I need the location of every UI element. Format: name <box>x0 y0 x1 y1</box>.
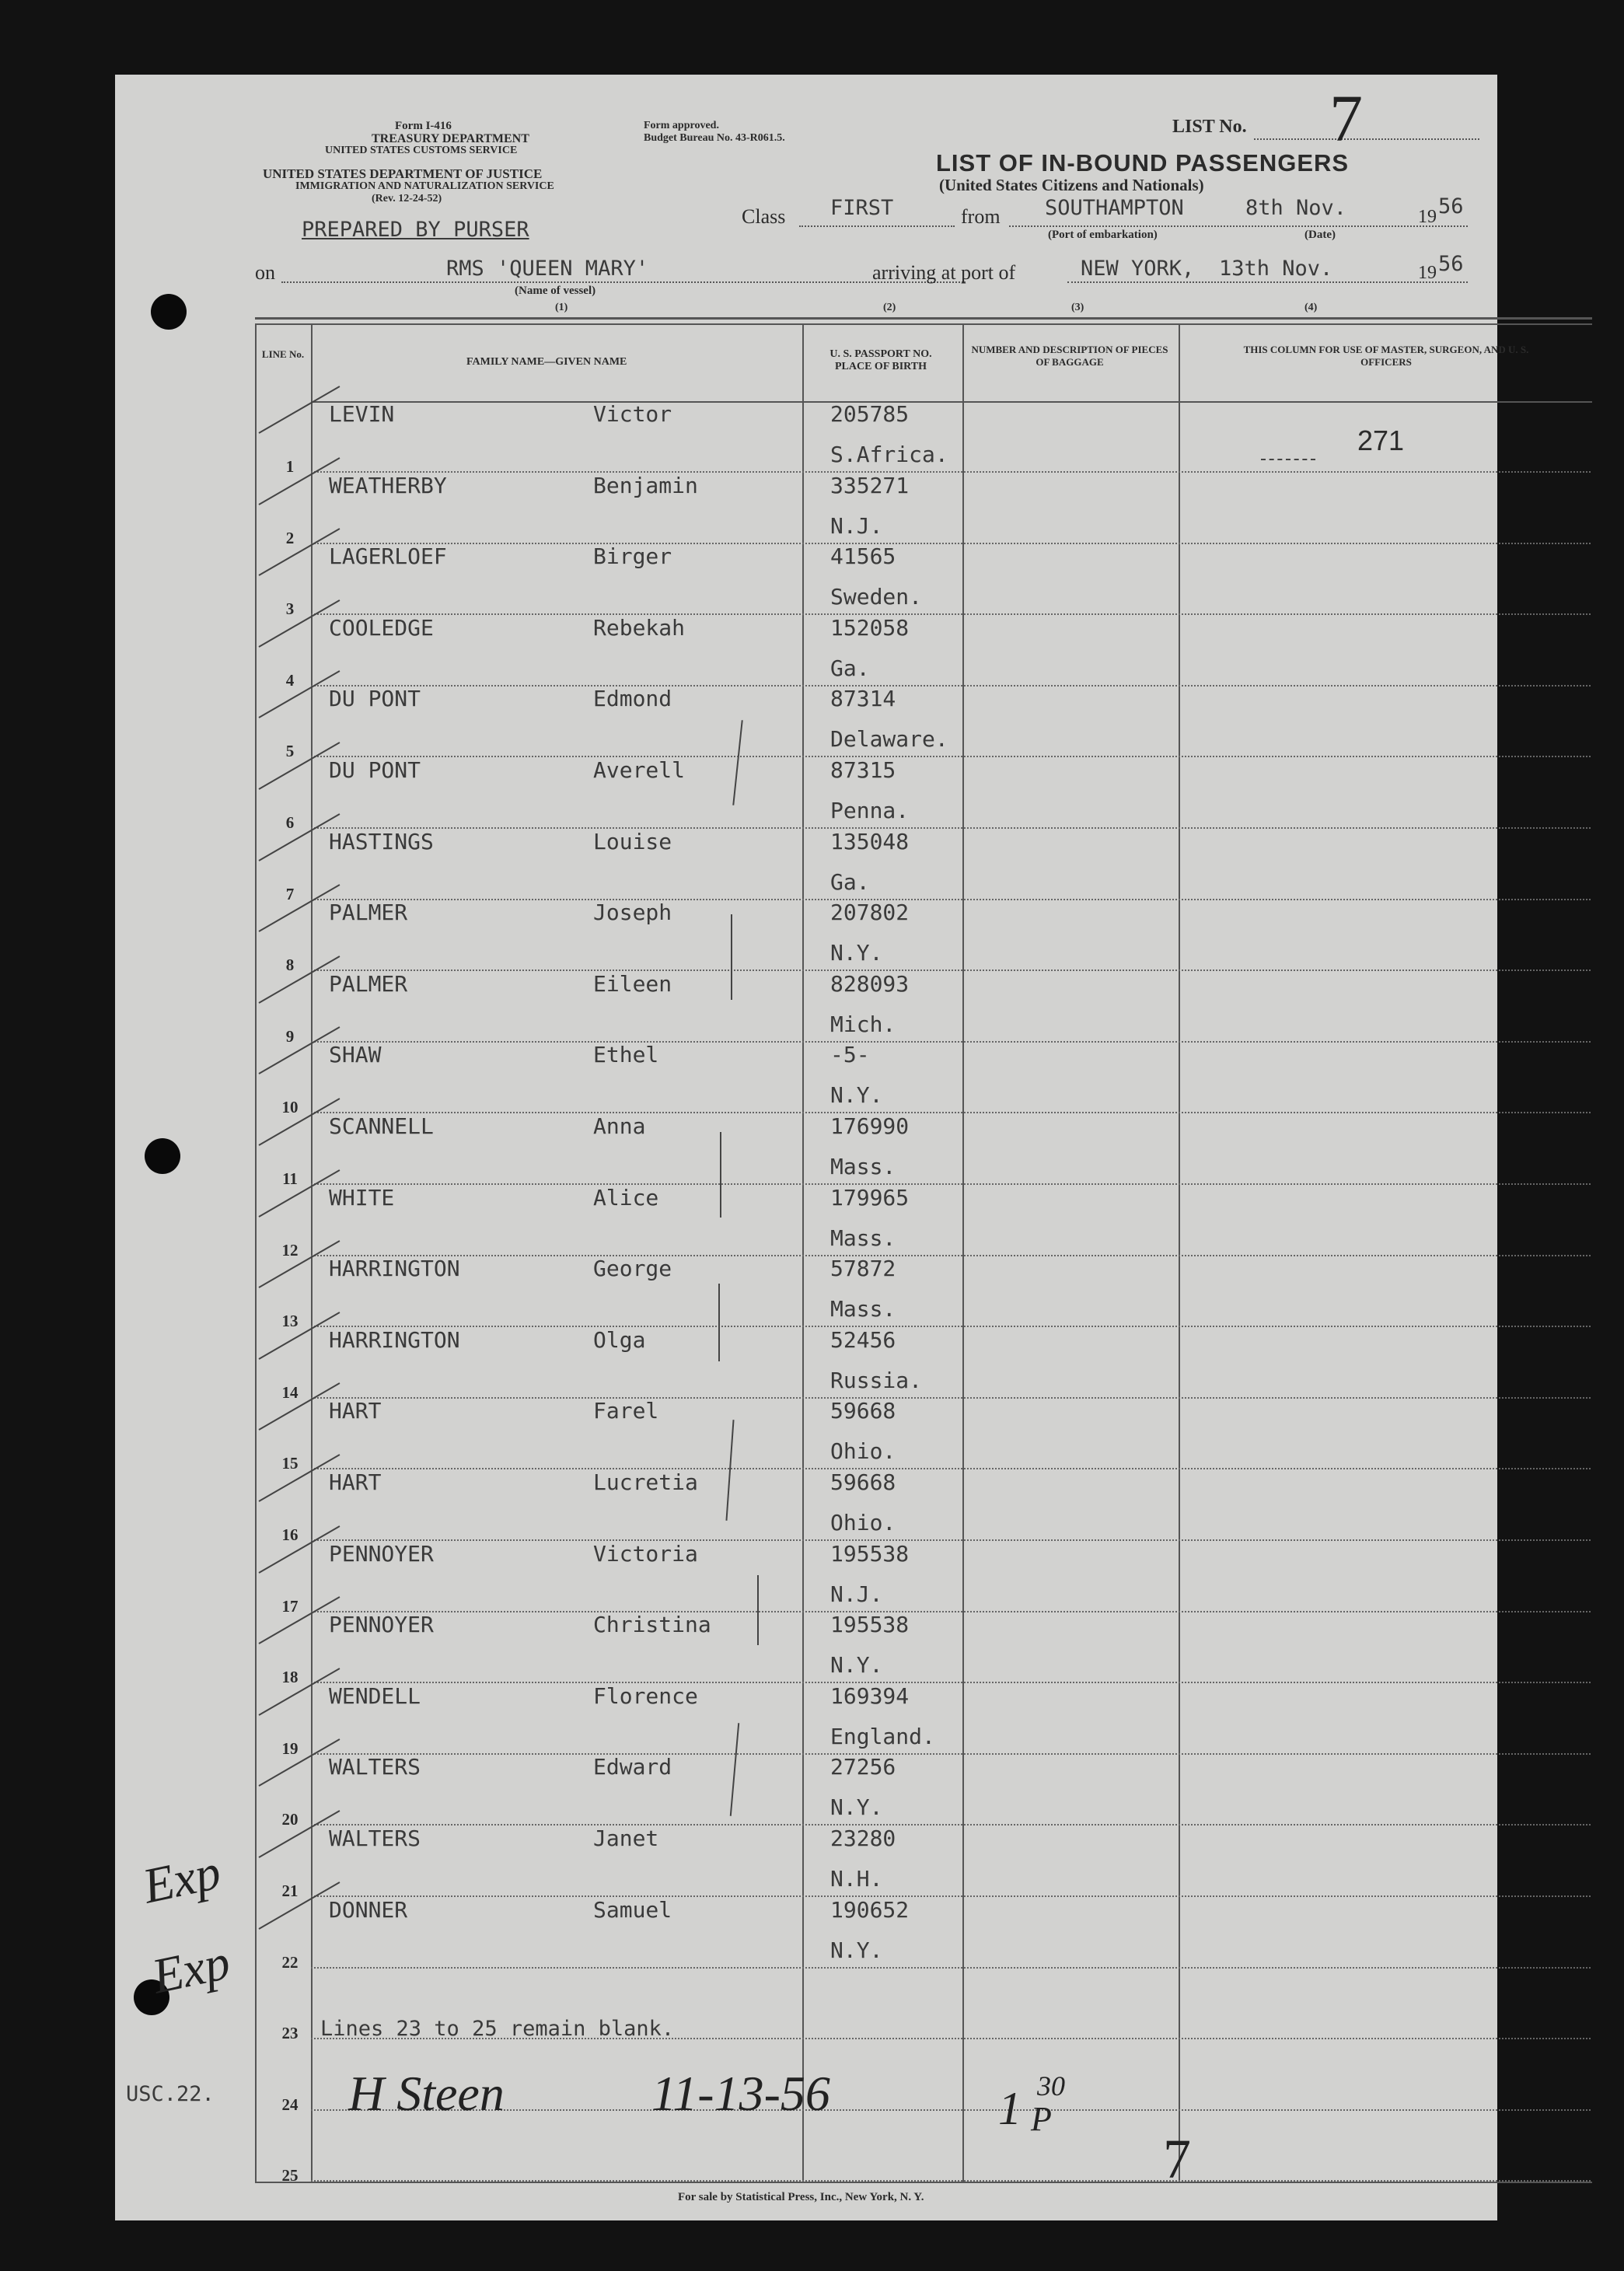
vessel-name: RMS 'QUEEN MARY' <box>446 257 649 281</box>
line-number: 9 <box>285 1026 295 1046</box>
table-row <box>115 1256 1497 1331</box>
passenger-table-body <box>115 401 1497 2185</box>
ins-service: IMMIGRATION AND NATURALIZATION SERVICE <box>295 180 554 192</box>
line-number: 11 <box>282 1169 298 1188</box>
given-name: Janet <box>593 1826 659 1851</box>
table-row <box>115 401 1497 476</box>
table-row <box>115 1326 1497 1402</box>
line-number: 20 <box>281 1810 299 1829</box>
place-of-birth: Ga. <box>830 868 870 895</box>
caption-3: (3) <box>1071 302 1084 313</box>
place-of-birth: Mass. <box>830 1296 896 1322</box>
line-number: 15 <box>281 1454 299 1473</box>
list-no-label: LIST No. <box>1172 117 1247 137</box>
passport-number: 195538 <box>830 1540 910 1567</box>
table-row <box>115 614 1497 690</box>
table-row <box>115 970 1497 1046</box>
col-name: FAMILY NAME—GIVEN NAME <box>466 356 627 368</box>
table-row <box>115 1826 1497 1900</box>
place-of-birth: N.Y. <box>830 1082 883 1109</box>
table-row <box>115 900 1497 975</box>
col-line-no: LINE No. <box>261 348 305 360</box>
embark-port: SOUTHAMPTON <box>1045 196 1184 220</box>
arrival-port: NEW YORK, <box>1081 257 1195 281</box>
passport-number: 152058 <box>830 614 910 641</box>
line-number: 16 <box>281 1525 299 1544</box>
given-name: Farel <box>593 1398 659 1424</box>
line-number: 18 <box>281 1668 299 1687</box>
passport-number: 828093 <box>830 970 910 997</box>
line-number: 4 <box>285 670 295 690</box>
passport-number: 27256 <box>830 1754 896 1780</box>
given-name: Birger <box>593 543 672 570</box>
customs-service: UNITED STATES CUSTOMS SERVICE <box>325 145 518 156</box>
family-name: LAGERLOEF <box>329 543 447 570</box>
year-prefix-1: 19 <box>1418 207 1437 227</box>
margin-exp-2: Exp <box>147 1934 235 2004</box>
family-name: PENNOYER <box>329 1612 434 1638</box>
family-name: PALMER <box>329 970 408 997</box>
class-label: Class <box>742 205 786 228</box>
on-label: on <box>255 261 275 284</box>
family-name: HART <box>329 1398 382 1424</box>
given-name: Lucretia <box>593 1469 698 1495</box>
family-name: LEVIN <box>329 401 395 427</box>
passport-number: 205785 <box>830 401 910 427</box>
arrival-date: 13th Nov. <box>1219 257 1333 281</box>
given-name: George <box>593 1256 672 1282</box>
line-number: 12 <box>281 1240 299 1260</box>
family-name: WEATHERBY <box>329 472 447 498</box>
given-name: Louise <box>593 828 672 854</box>
passport-number: 135048 <box>830 828 910 854</box>
line-number: 19 <box>281 1738 299 1758</box>
punch-hole-top <box>151 294 187 330</box>
table-row <box>115 1469 1497 1544</box>
family-name: WALTERS <box>329 1826 421 1851</box>
passport-number: 57872 <box>830 1256 896 1282</box>
family-name: COOLEDGE <box>329 614 434 641</box>
table-row <box>115 1612 1497 1687</box>
line-number: 23 <box>281 2024 299 2043</box>
given-name: Edmond <box>593 686 672 712</box>
col-passport: U. S. PASSPORT NO. PLACE OF BIRTH <box>829 348 932 372</box>
table-row <box>115 1540 1497 1616</box>
passport-number: 87315 <box>830 757 896 783</box>
vessel-caption: (Name of vessel) <box>515 285 596 297</box>
given-name: Joseph <box>593 900 672 926</box>
revision-date: (Rev. 12-24-52) <box>372 193 442 204</box>
margin-exp-1: Exp <box>138 1843 225 1914</box>
given-name: Florence <box>593 1682 698 1709</box>
printer-line: For sale by Statistical Press, Inc., New York, N. Y. <box>678 2191 924 2203</box>
bottom-mark: 7 <box>1163 2128 1191 2190</box>
manifest-subtitle: (United States Citizens and Nationals) <box>939 176 1204 194</box>
family-name: HARRINGTON <box>329 1326 460 1353</box>
table-row <box>115 543 1497 619</box>
table-row <box>115 1398 1497 1473</box>
place-of-birth: Penna. <box>830 798 910 823</box>
family-name: DU PONT <box>329 686 421 712</box>
signature: H Steen <box>348 2066 505 2121</box>
table-row <box>115 472 1497 547</box>
family-name: HARRINGTON <box>329 1256 460 1282</box>
budget-bureau: Budget Bureau No. 43-R061.5. <box>644 132 785 144</box>
line-number: 7 <box>285 884 295 903</box>
list-no-value: 7 <box>1329 81 1363 155</box>
line-number: 14 <box>281 1382 299 1402</box>
given-name: Anna <box>593 1113 646 1139</box>
family-name: HASTINGS <box>329 828 434 854</box>
place-of-birth: Ga. <box>830 655 870 681</box>
place-of-birth: N.Y. <box>830 1652 883 1679</box>
line-number: 3 <box>285 599 295 619</box>
embark-year: 56 <box>1438 194 1464 218</box>
place-of-birth: N.H. <box>830 1866 883 1892</box>
caption-1: (1) <box>555 302 568 313</box>
family-name: HART <box>329 1469 382 1495</box>
given-name: Olga <box>593 1326 646 1353</box>
passport-number: 190652 <box>830 1896 910 1923</box>
place-of-birth: Ohio. <box>830 1510 896 1536</box>
prepared-by: PREPARED BY PURSER <box>302 218 529 242</box>
given-name: Rebekah <box>593 614 686 641</box>
line-number: 17 <box>281 1596 299 1616</box>
given-name: Ethel <box>593 1042 659 1068</box>
given-name: Benjamin <box>593 472 698 498</box>
family-name: WALTERS <box>329 1754 421 1780</box>
given-name: Christina <box>593 1612 711 1638</box>
row-separator <box>311 2180 1591 2182</box>
passport-number: 59668 <box>830 1469 896 1495</box>
place-of-birth: Sweden. <box>830 584 923 610</box>
signature-date: 11-13-56 <box>651 2066 830 2121</box>
form-approved: Form approved. <box>644 120 719 131</box>
line-number: 2 <box>285 528 295 547</box>
table-row <box>115 1184 1497 1260</box>
table-row <box>115 828 1497 903</box>
place-of-birth: N.J. <box>830 512 883 539</box>
year-prefix-2: 19 <box>1418 263 1437 283</box>
family-name: DU PONT <box>329 757 421 783</box>
line-number: 25 <box>281 2166 299 2185</box>
passport-number: 169394 <box>830 1682 910 1709</box>
passport-number: 195538 <box>830 1612 910 1638</box>
place-of-birth: Mass. <box>830 1225 896 1251</box>
place-of-birth: N.Y. <box>830 940 883 966</box>
passport-number: 176990 <box>830 1113 910 1139</box>
line-number: 13 <box>281 1312 299 1331</box>
embark-port-caption: (Port of embarkation) <box>1048 229 1158 241</box>
embark-date: 8th Nov. <box>1245 196 1347 220</box>
col-baggage: NUMBER AND DESCRIPTION OF PIECES OF BAGGAGE <box>971 344 1168 368</box>
line-number: 5 <box>285 742 295 761</box>
line-number: 6 <box>285 813 295 832</box>
passport-number: 59668 <box>830 1398 896 1424</box>
arrival-year: 56 <box>1438 252 1464 276</box>
line-number: 22 <box>281 1952 299 1972</box>
family-name: PENNOYER <box>329 1540 434 1567</box>
family-name: SHAW <box>329 1042 382 1068</box>
treasury-dept: TREASURY DEPARTMENT <box>372 132 529 145</box>
passport-number: 87314 <box>830 686 896 712</box>
given-name: Alice <box>593 1184 659 1211</box>
place-of-birth: Ohio. <box>830 1438 896 1465</box>
justice-dept: UNITED STATES DEPARTMENT OF JUSTICE <box>263 166 543 181</box>
place-of-birth: Mass. <box>830 1154 896 1179</box>
passport-number: 179965 <box>830 1184 910 1211</box>
table-row <box>115 1754 1497 1829</box>
line-number: 21 <box>281 1881 299 1900</box>
table-row <box>115 1896 1497 1972</box>
passport-number: 207802 <box>830 900 910 926</box>
place-of-birth: Delaware. <box>830 726 948 753</box>
line-number: 8 <box>285 956 295 975</box>
line-number: 24 <box>281 2095 299 2114</box>
passport-number: 23280 <box>830 1826 896 1851</box>
table-row <box>115 686 1497 761</box>
given-name: Averell <box>593 757 686 783</box>
form-number: Form I-416 <box>395 120 452 132</box>
arriving-label: arriving at port of <box>872 261 1016 284</box>
manifest-title: LIST OF IN-BOUND PASSENGERS <box>936 149 1350 176</box>
given-name: Samuel <box>593 1896 672 1923</box>
line-number: 10 <box>281 1098 299 1117</box>
table-row <box>115 757 1497 832</box>
place-of-birth: Russia. <box>830 1367 923 1393</box>
place-of-birth: Mich. <box>830 1011 896 1037</box>
time-note-sup: 30 <box>1037 2070 1065 2102</box>
officer-note: 271 <box>1357 425 1405 456</box>
time-note-p: P <box>1031 2100 1052 2138</box>
line-number: 1 <box>285 457 295 476</box>
caption-2: (2) <box>883 302 896 313</box>
place-of-birth: S.Africa. <box>830 442 948 467</box>
given-name: Edward <box>593 1754 672 1780</box>
family-name: WHITE <box>329 1184 395 1211</box>
passport-number: 41565 <box>830 543 896 570</box>
from-label: from <box>961 205 1001 228</box>
place-of-birth: England. <box>830 1723 935 1749</box>
family-name: DONNER <box>329 1896 408 1923</box>
table-row <box>115 1113 1497 1188</box>
family-name: SCANNELL <box>329 1113 434 1139</box>
date-caption: (Date) <box>1304 229 1336 241</box>
col-officers: THIS COLUMN FOR USE OF MASTER, SURGEON, AND U. S. OFFICERS <box>1243 344 1529 368</box>
passport-number: 335271 <box>830 472 910 498</box>
given-name: Victor <box>593 401 672 427</box>
table-row <box>115 1042 1497 1117</box>
table-row <box>115 1682 1497 1758</box>
time-note: 1 <box>998 2083 1022 2134</box>
check-stroke <box>259 386 341 434</box>
margin-usc: USC.22. <box>126 2082 215 2106</box>
manifest-page <box>115 75 1529 2220</box>
caption-4: (4) <box>1304 302 1318 313</box>
class-value: FIRST <box>830 196 894 220</box>
passport-number: 52456 <box>830 1326 896 1353</box>
family-name: WENDELL <box>329 1682 421 1709</box>
place-of-birth: N.J. <box>830 1581 883 1607</box>
family-name: PALMER <box>329 900 408 926</box>
place-of-birth: N.Y. <box>830 1937 883 1963</box>
remain-blank-note: Lines 23 to 25 remain blank. <box>320 2017 675 2041</box>
place-of-birth: N.Y. <box>830 1794 883 1821</box>
passport-number: -5- <box>830 1042 870 1068</box>
given-name: Eileen <box>593 970 672 997</box>
given-name: Victoria <box>593 1540 698 1567</box>
